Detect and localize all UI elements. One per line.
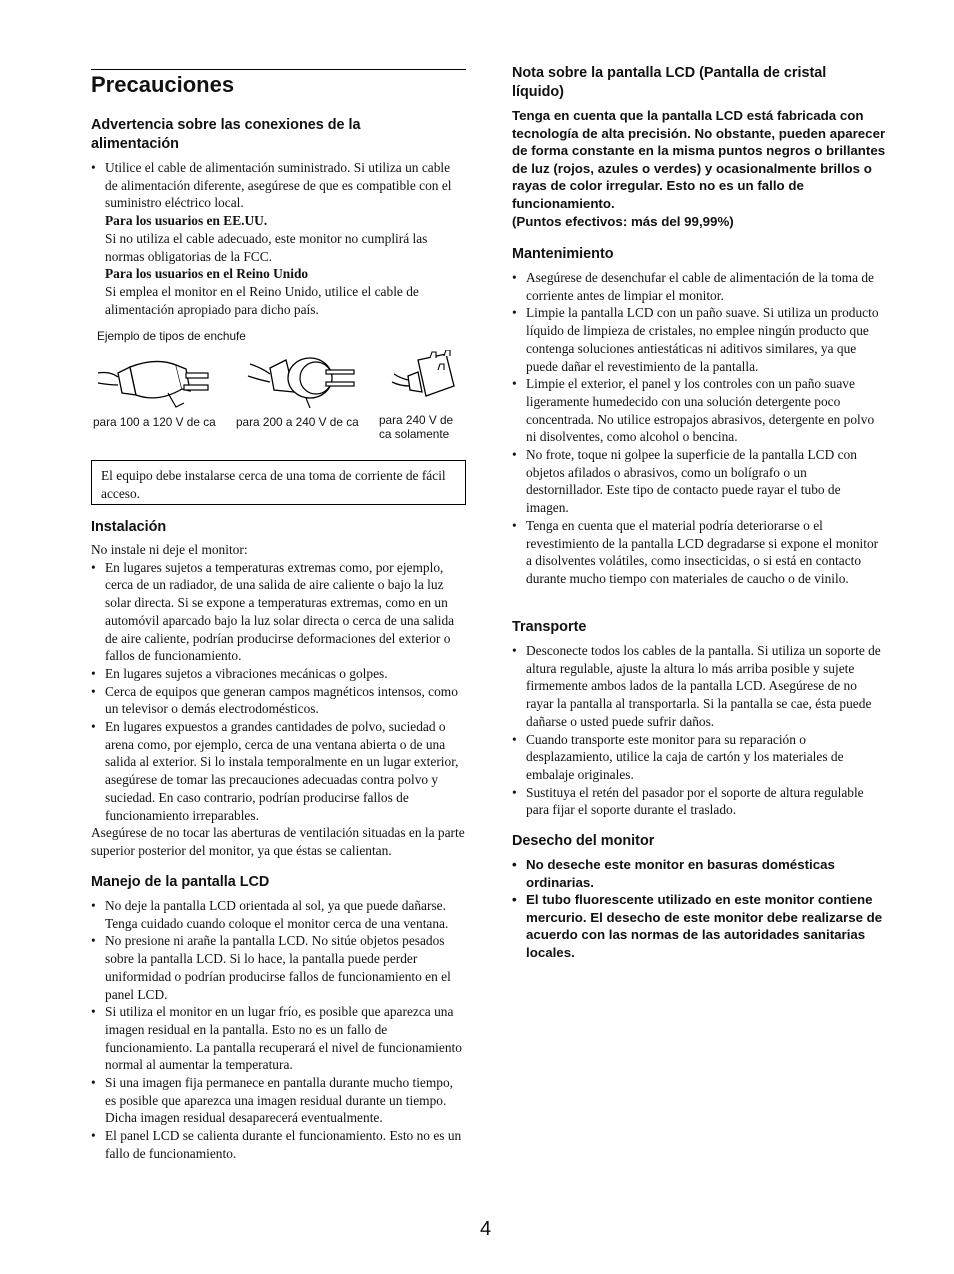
list-item: • No frote, toque ni golpee la superficie de la pantalla LCD con objetos afilados o abrasivos, como un bolígrafo o un destornillador. Este tipo de contacto puede rayar el tubo de imagen. bbox=[512, 446, 886, 517]
list-item: • Desconecte todos los cables de la pantalla. Si utiliza un soporte de altura regulable, ajuste la altura lo más arriba posible y sujete firmemente ambos lados de la pantalla LCD. Asegúrese de no rayar la pantalla al transportarla. Si la pantalla se cae, ésta puede dañarse o usted puede sufrir daños. bbox=[512, 642, 886, 731]
disposal-heading: Desecho del monitor bbox=[512, 833, 655, 849]
title-rule bbox=[91, 69, 466, 70]
transport-section bbox=[512, 642, 886, 819]
plug-schuko-icon bbox=[246, 350, 362, 412]
notice-box: El equipo debe instalarse cerca de una toma de corriente de fácil acceso. bbox=[91, 460, 466, 505]
power-heading: Advertencia sobre las conexiones de la alimentación bbox=[91, 117, 361, 152]
lcd-handling-heading: Manejo de la pantalla LCD bbox=[91, 874, 270, 890]
plug-caption-3b: ca solamente bbox=[379, 427, 450, 441]
list-item: • Sustituya el retén del pasador por el soporte de altura regulable para fijar el soporte durante el traslado. bbox=[512, 784, 886, 819]
list-item: • Limpie el exterior, el panel y los controles con un paño suave ligeramente humedecido con una solución detergente poco concentrada. No utilice estropajos abrasivos, detergente en polvo ni disolventes, como alcohol o bencina. bbox=[512, 375, 886, 446]
list-item: • No deje la pantalla LCD orientada al sol, ya que puede dañarse. Tenga cuidado cuando coloque el monitor cerca de una ventana. bbox=[91, 897, 466, 932]
list-item: • No deseche este monitor en basuras domésticas ordinarias. bbox=[512, 856, 886, 891]
power-bullet: Utilice el cable de alimentación suministrado. Si utiliza un cable de alimentación diferente, asegúrese de que es compatible con el suministro eléctrico local. bbox=[105, 160, 452, 211]
plug-us-icon bbox=[96, 355, 216, 415]
plug-caption-3a: para 240 V de bbox=[379, 413, 454, 427]
list-item: • Asegúrese de desenchufar el cable de alimentación de la toma de corriente antes de limpiar el monitor. bbox=[512, 269, 886, 304]
disposal-section bbox=[512, 856, 886, 962]
lcd-note-heading: Nota sobre la pantalla LCD (Pantalla de cristal líquido) bbox=[512, 65, 827, 100]
lcd-note-text: Tenga en cuenta que la pantalla LCD está fabricada con tecnología de alta precisión. No obstante, pueden aparecer de forma constante en la misma puntos negros o brillantes de luz (rojos, azules o verdes) y ocasionalmente brillos o rayas de color irregular. Esto no es un fallo de funcionamiento. bbox=[512, 108, 886, 211]
usa-label: Para los usuarios en EE.UU. bbox=[105, 213, 268, 229]
page-title: Precauciones bbox=[91, 72, 235, 97]
plug-uk-icon bbox=[388, 350, 460, 406]
maintenance-heading: Mantenimiento bbox=[512, 246, 614, 262]
list-item: • El tubo fluorescente utilizado en este monitor contiene mercurio. El desecho de este monitor debe realizarse de acuerdo con las normas de las autoridades sanitarias locales. bbox=[512, 891, 886, 961]
list-item: • Si utiliza el monitor en un lugar frío, es posible que aparezca una imagen residual en la pantalla. Esto no es un fallo de funcionamiento. La pantalla recuperará el nivel de funcionamiento normal al aumentar la temperatura. bbox=[91, 1003, 466, 1074]
list-item: • El panel LCD se calienta durante el funcionamiento. Esto no es un fallo de funcionamiento. bbox=[91, 1127, 466, 1162]
install-intro: No instale ni deje el monitor: bbox=[91, 542, 248, 557]
list-item: • En lugares expuestos a grandes cantidades de polvo, suciedad o arena como, por ejemplo, cerca de una ventana abierta o de una salida al exterior. Si lo instala temporalmente en un lugar exterior, asegúrese de tomar las precauciones adecuadas contra polvo y suciedad. En caso contrario, podrían producirse fallos de funcionamiento irreparables. bbox=[91, 718, 466, 824]
lcd-note-effective: (Puntos efectivos: más del 99,99%) bbox=[512, 213, 734, 229]
list-item: • En lugares sujetos a vibraciones mecánicas o golpes. bbox=[91, 665, 466, 683]
transport-heading: Transporte bbox=[512, 619, 587, 635]
plug-caption-2: para 200 a 240 V de ca bbox=[236, 415, 359, 429]
plug-examples-label: Ejemplo de tipos de enchufe bbox=[97, 329, 246, 343]
lcd-handling-section bbox=[91, 897, 466, 1163]
plug-caption-1: para 100 a 120 V de ca bbox=[93, 415, 216, 429]
list-item bbox=[91, 159, 466, 318]
install-section bbox=[91, 541, 466, 860]
list-item: • Cerca de equipos que generan campos magnéticos intensos, como un televisor o demás electrodomésticos. bbox=[91, 683, 466, 718]
usa-text: Si no utiliza el cable adecuado, este monitor no cumplirá las normas obligatorias de la FCC. bbox=[105, 230, 428, 264]
list-item: • Limpie la pantalla LCD con un paño suave. Si utiliza un producto líquido de limpieza de cristales, no emplee ningún producto que contenga soluciones antiestáticas ni aditivos similares, ya que puede dañar el revestimiento de la pantalla. bbox=[512, 304, 886, 375]
page-number: 4 bbox=[480, 1218, 492, 1240]
install-outro: Asegúrese de no tocar las aberturas de ventilación situadas en la parte superior posterior del monitor, ya que éstas se calientan. bbox=[91, 825, 465, 858]
list-item: • Tenga en cuenta que el material podría deteriorarse o el revestimiento de la pantalla LCD degradarse si expone el monitor a disolventes volátiles, como insecticidas, o si está en contacto durante mucho tiempo con materiales de caucho o de vinilo. bbox=[512, 517, 886, 588]
uk-label: Para los usuarios en el Reino Unido bbox=[105, 266, 309, 282]
list-item: • Cuando transporte este monitor para su reparación o desplazamiento, utilice la caja de cartón y los materiales de embalaje originales. bbox=[512, 731, 886, 784]
list-item: • No presione ni arañe la pantalla LCD. No sitúe objetos pesados sobre la pantalla LCD. Si lo hace, la pantalla puede perder uniformidad o podrían producirse fallos de funcionamiento en el panel LCD. bbox=[91, 932, 466, 1003]
lcd-note-section bbox=[512, 107, 888, 230]
power-section bbox=[91, 159, 466, 318]
list-item: • En lugares sujetos a temperaturas extremas como, por ejemplo, cerca de un radiador, de una salida de aire caliente o bajo la luz solar directa. Si se expone a temperaturas extremas, como en un automóvil aparcado bajo la luz solar directa o cerca de una salida de aire caliente, podrían producirse deformaciones del exterior o fallos de funcionamiento. bbox=[91, 559, 466, 665]
maintenance-section bbox=[512, 269, 886, 588]
install-heading: Instalación bbox=[91, 519, 167, 535]
uk-text: Si emplea el monitor en el Reino Unido, utilice el cable de alimentación apropiado para dicho país. bbox=[105, 283, 419, 317]
list-item: • Si una imagen fija permanece en pantalla durante mucho tiempo, es posible que aparezca una imagen residual durante un tiempo. Dicha imagen residual desaparecerá eventualmente. bbox=[91, 1074, 466, 1127]
